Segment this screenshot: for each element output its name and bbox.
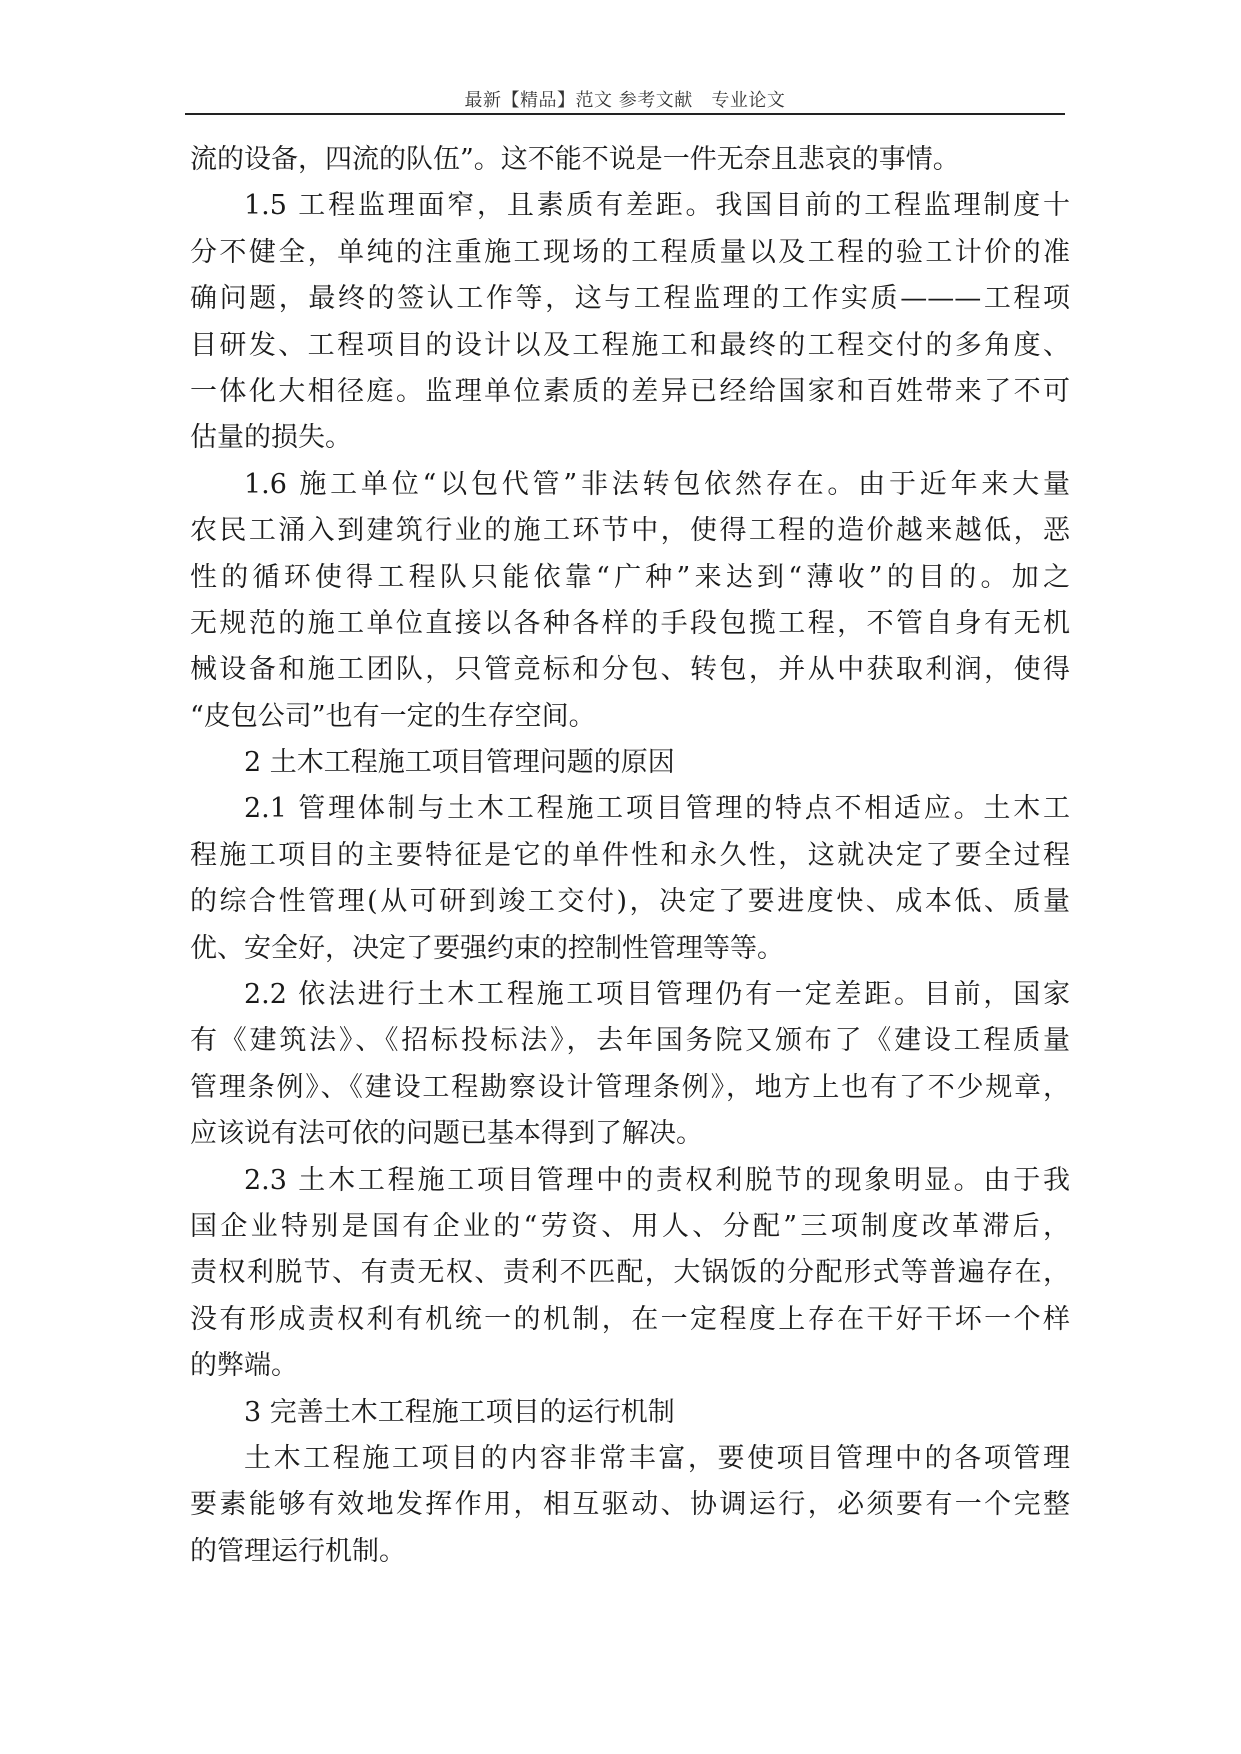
paragraph-line: 3 完善土木工程施工项目的运行机制 bbox=[244, 1396, 675, 1428]
header-divider bbox=[185, 113, 1065, 115]
paragraph bbox=[190, 972, 1070, 1158]
paragraph bbox=[190, 1436, 1070, 1575]
paragraph bbox=[190, 183, 1070, 461]
paragraph-line: 的综合性管理(从可研到竣工交付)，决定了要进度快、成本低、质量 bbox=[190, 886, 1070, 918]
paragraph-line: 械设备和施工团队，只管竞标和分包、转包，并从中获取利润，使得 bbox=[190, 654, 1070, 686]
paragraph-line: 目研发、工程项目的设计以及工程施工和最终的工程交付的多角度、 bbox=[190, 329, 1070, 361]
document-body bbox=[190, 137, 1070, 1575]
paragraph bbox=[190, 1158, 1070, 1390]
paragraph-line: 1.6 施工单位“以包代管”非法转包依然存在。由于近年来大量 bbox=[244, 468, 1070, 500]
paragraph-line: 2.1 管理体制与土木工程施工项目管理的特点不相适应。土木工 bbox=[244, 793, 1070, 825]
paragraph-line: 一体化大相径庭。监理单位素质的差异已经给国家和百姓带来了不可 bbox=[190, 375, 1070, 407]
paragraph-line: 流的设备，四流的队伍”。这不能不说是一件无奈且悲哀的事情。 bbox=[190, 144, 960, 175]
paragraph-line: 性的循环使得工程队只能依靠“广种”来达到“薄收”的目的。加之 bbox=[190, 561, 1070, 593]
paragraph-line: 程施工项目的主要特征是它的单件性和永久性，这就决定了要全过程 bbox=[190, 839, 1070, 871]
page-header: 最新【精品】范文 参考文献 专业论文 bbox=[464, 90, 786, 111]
paragraph-line: 确问题，最终的签认工作等，这与工程监理的工作实质———工程项 bbox=[190, 283, 1070, 315]
paragraph-line: 无规范的施工单位直接以各种各样的手段包揽工程，不管自身有无机 bbox=[190, 607, 1070, 639]
paragraph-line: 估量的损失。 bbox=[190, 422, 352, 454]
paragraph-line: 2.3 土木工程施工项目管理中的责权利脱节的现象明显。由于我 bbox=[244, 1164, 1070, 1196]
paragraph-line: 应该说有法可依的问题已基本得到了解决。 bbox=[190, 1118, 703, 1150]
paragraph bbox=[190, 786, 1070, 972]
paragraph-line: “皮包公司”也有一定的生存空间。 bbox=[190, 700, 596, 732]
paragraph-line: 责权利脱节、有责无权、责利不匹配，大锅饭的分配形式等普遍存在， bbox=[190, 1257, 1070, 1289]
paragraph-line: 分不健全，单纯的注重施工现场的工程质量以及工程的验工计价的准 bbox=[190, 236, 1070, 268]
paragraph-line: 要素能够有效地发挥作用，相互驱动、协调运行，必须要有一个完整 bbox=[190, 1489, 1070, 1521]
paragraph bbox=[190, 740, 1070, 786]
paragraph-line: 没有形成责权利有机统一的机制，在一定程度上存在干好干坏一个样 bbox=[190, 1303, 1070, 1335]
paragraph bbox=[190, 137, 1070, 183]
paragraph-line: 管理条例》、《建设工程勘察设计管理条例》，地方上也有了不少规章， bbox=[190, 1071, 1070, 1103]
paragraph-line: 土木工程施工项目的内容非常丰富，要使项目管理中的各项管理 bbox=[244, 1442, 1070, 1474]
paragraph bbox=[190, 462, 1070, 740]
paragraph-line: 的管理运行机制。 bbox=[190, 1535, 406, 1567]
paragraph-line: 有《建筑法》、《招标投标法》，去年国务院又颁布了《建设工程质量 bbox=[190, 1025, 1070, 1057]
paragraph-line: 1.5 工程监理面窄，且素质有差距。我国目前的工程监理制度十 bbox=[244, 190, 1070, 222]
paragraph-line: 2.2 依法进行土木工程施工项目管理仍有一定差距。目前，国家 bbox=[244, 979, 1070, 1011]
paragraph bbox=[190, 1390, 1070, 1436]
paragraph-line: 农民工涌入到建筑行业的施工环节中，使得工程的造价越来越低，恶 bbox=[190, 515, 1070, 547]
paragraph-line: 国企业特别是国有企业的“劳资、用人、分配”三项制度改革滞后， bbox=[190, 1210, 1070, 1242]
paragraph-line: 的弊端。 bbox=[190, 1350, 298, 1382]
paragraph-line: 优、安全好，决定了要强约束的控制性管理等等。 bbox=[190, 932, 784, 964]
paragraph-line: 2 土木工程施工项目管理问题的原因 bbox=[244, 747, 675, 779]
